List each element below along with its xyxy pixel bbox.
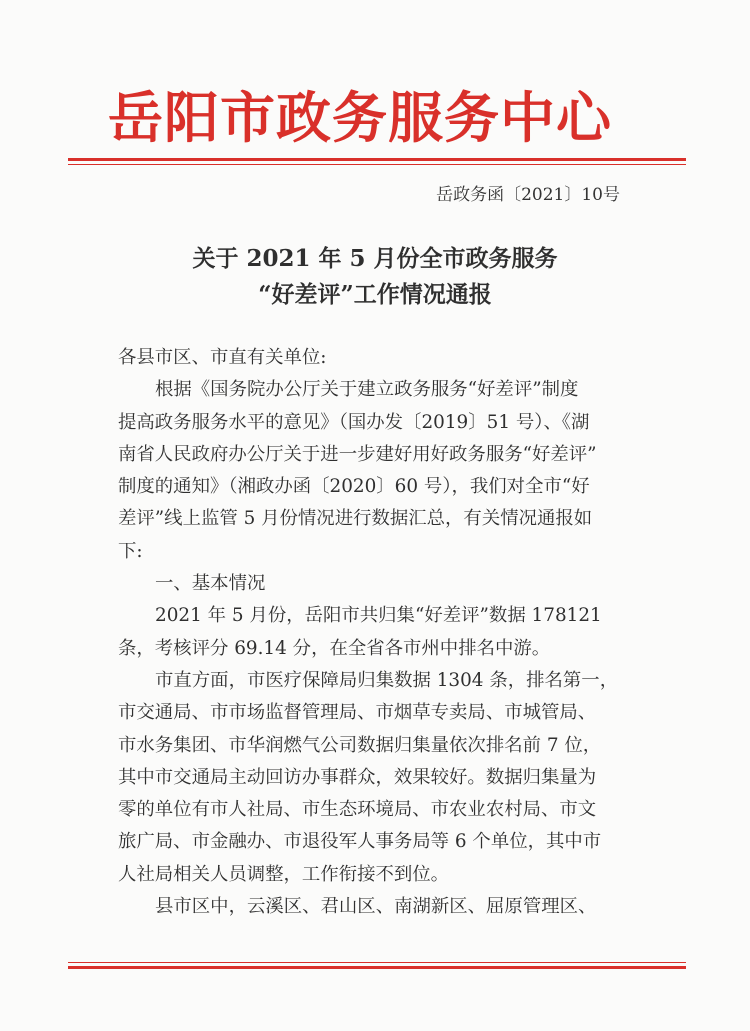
body-line: 市直方面，市医疗保障局归集数据 1304 条，排名第一，	[155, 669, 619, 691]
document-number: 岳政务函〔2021〕10号	[436, 185, 620, 205]
masthead-title: 岳阳市政务服务中心	[108, 85, 613, 150]
body-line: 市交通局、市市场监督管理局、市烟草专卖局、市城管局、	[118, 702, 597, 724]
body-line: 人社局相关人员调整，工作衔接不到位。	[118, 863, 450, 885]
body-line: 其中市交通局主动回访办事群众，效果较好。数据归集量为	[118, 766, 597, 788]
body-line: 提高政务服务水平的意见》（国办发〔2019〕51 号）、《湖	[118, 411, 590, 433]
body-line: 零的单位有市人社局、市生态环境局、市农业农村局、市文	[118, 799, 597, 821]
body-line: 南省人民政府办公厅关于进一步建好用好政务服务“好差评”	[118, 443, 597, 465]
body-line: 制度的通知》（湘政办函〔2020〕60 号），我们对全市“好	[118, 476, 590, 498]
document-title-line-2: “好差评”工作情况通报	[258, 281, 492, 308]
body-line: 条，考核评分 69.14 分，在全省各市州中排名中游。	[118, 637, 551, 659]
document-body	[118, 342, 634, 923]
footer-red-rule-thin	[68, 962, 686, 963]
body-line: 2021 年 5 月份，岳阳市共归集“好差评”数据 178121	[155, 605, 602, 627]
body-line: 县市区中，云溪区、君山区、南湖新区、屈原管理区、	[155, 896, 597, 918]
body-line: 各县市区、市直有关单位:	[118, 347, 327, 368]
body-line: 差评”线上监管 5 月份情况进行数据汇总，有关情况通报如	[118, 508, 593, 530]
body-line: 下:	[118, 540, 143, 562]
document-title-line-1: 关于 2021 年 5 月份全市政务服务	[192, 245, 558, 272]
body-line: 根据《国务院办公厅关于建立政务服务“好差评”制度	[155, 379, 579, 401]
header-red-rule	[68, 158, 686, 161]
body-line: 市水务集团、市华润燃气公司数据归集量依次排名前 7 位，	[118, 734, 602, 756]
body-line: 旅广局、市金融办、市退役军人事务局等 6 个单位，其中市	[118, 831, 602, 853]
header-red-rule-thin	[68, 164, 686, 165]
body-line: 一、基本情况	[155, 573, 266, 595]
footer-red-rule	[68, 966, 686, 969]
